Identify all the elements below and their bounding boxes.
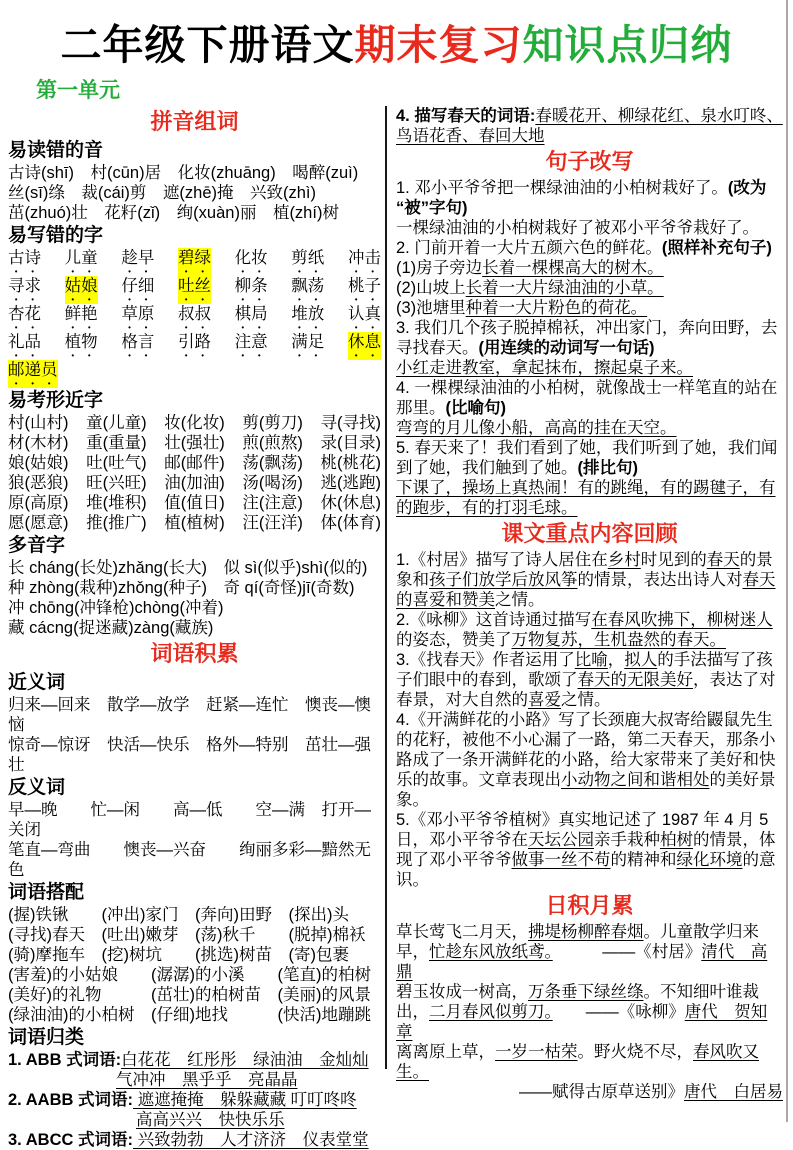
text-line <box>396 650 783 710</box>
text-segment: 万条垂下绿丝绦 <box>528 983 644 1001</box>
text-line <box>8 558 381 578</box>
subheading: 易写错的字 <box>8 225 104 246</box>
text-line <box>396 218 783 238</box>
text-line <box>8 1090 381 1110</box>
text-segment: 在春风吹拂下，柳树迷人 <box>591 611 773 629</box>
text-segment: 清代 高鼎 <box>396 943 768 981</box>
text-segment: 拂堤杨柳醉春烟 <box>528 923 644 941</box>
text-segment: 绿化环境 <box>676 851 743 869</box>
text-segment: 1.《村居》描写了诗人居住在 <box>396 551 608 569</box>
text-line <box>8 965 381 985</box>
text-segment: 一棵绿油油的小柏树栽好了被邓小平爷爷栽好了。 <box>396 219 759 237</box>
column-divider <box>385 106 387 1069</box>
text-line <box>8 183 381 203</box>
text-segment: 2.《咏柳》这首诗通过描写 <box>396 611 592 629</box>
text-line <box>8 925 381 945</box>
right-column <box>390 106 793 1102</box>
word-cell: 邮递员 <box>8 360 58 388</box>
text-segment: 1. ABB 式词语: <box>8 1051 122 1069</box>
word-cell: 植(植树) <box>164 514 225 532</box>
text-segment: 离离原上草， <box>396 1043 495 1061</box>
text-segment: (害羞)的小姑娘 (潺潺)的小溪 (笔直)的柏树 <box>8 966 371 984</box>
text-segment: 。野火烧不尽， <box>577 1043 693 1061</box>
text-segment: 的景象和 <box>396 551 773 589</box>
text-segment: 春天的无限美好 <box>577 671 693 689</box>
text-segment: ， <box>607 651 625 669</box>
text-segment: 唐代 白居易 <box>684 1083 783 1101</box>
text-segment: 3. ABCC 式词语: <box>8 1131 133 1149</box>
text-line <box>396 550 783 610</box>
word-cell: 原(高原) <box>8 494 69 512</box>
word-cell: 吐丝 <box>178 276 211 304</box>
word-cell: 体(体育) <box>320 514 381 532</box>
text-segment: 高高兴兴 快快乐乐 <box>136 1111 285 1129</box>
text-segment: 古诗(shī) 村(cūn)居 化妆(zhuāng) 喝醉(zuì) <box>8 164 359 182</box>
page-title <box>0 22 793 68</box>
word-cell: 碧绿 <box>178 248 211 276</box>
text-segment: 亲手栽种 <box>594 831 660 849</box>
text-segment: 长着一棵棵高大的树木。 <box>482 259 664 277</box>
word-cell: 仔细 <box>121 277 155 295</box>
text-segment: 万物复苏，生机盎然的春天。 <box>511 631 726 649</box>
word-cell: 桃子 <box>347 277 381 295</box>
word-cell: 村(山村) <box>8 414 69 432</box>
text-line <box>396 810 783 890</box>
text-segment: 3.《找春天》作者运用了 <box>396 651 575 669</box>
text-segment: ——《咏柳》 <box>552 1003 685 1021</box>
text-segment: 2. AABB 式词语: <box>8 1091 133 1109</box>
word-cell: 礼品 <box>8 333 41 351</box>
text-line <box>396 238 783 258</box>
text-line <box>8 695 381 735</box>
text-segment: 二月春风似剪刀。 <box>429 1003 553 1021</box>
subheading: 词语归类 <box>8 1027 85 1048</box>
word-row <box>8 332 381 360</box>
word-cell: 汪(汪洋) <box>242 514 303 532</box>
word-cell: 古诗 <box>8 249 41 267</box>
text-line <box>396 982 783 1042</box>
word-cell: 叔叔 <box>177 305 211 323</box>
text-segment: 小红走进教室，拿起抹布，擦起桌子来。 <box>396 359 693 377</box>
text-segment: (寻找)春天 (吐出)嫩芽 (荡)秋千 (脱掉)棉袄 <box>8 926 366 944</box>
word-cell: 狼(恶狼) <box>8 474 69 492</box>
text-segment: (3)池塘里 <box>396 299 466 317</box>
text-segment: (2)山坡上 <box>396 279 466 297</box>
word-cell: 剪(剪刀) <box>242 414 303 432</box>
text-segment: 小动物之间和谐相处 <box>561 771 710 789</box>
word-cell: 录(目录) <box>320 434 381 452</box>
text-line <box>396 318 783 358</box>
text-segment: (比喻句) <box>445 399 506 417</box>
text-line <box>8 203 381 223</box>
text-segment: 天坛公园 <box>528 831 594 849</box>
title-part-black: 二年级下册语文 <box>60 22 355 68</box>
text-segment: 的情景，体现了邓小平爷爷 <box>396 831 776 869</box>
text-segment: 时见到的 <box>640 551 707 569</box>
text-segment: 种 zhòng(栽种)zhǒng(种子) 奇 qí(奇怪)jī(奇数) <box>8 579 355 597</box>
text-line <box>396 258 783 278</box>
text-line <box>396 1042 783 1082</box>
word-cell: 姑娘 <box>65 276 98 304</box>
text-segment: ——《村居》 <box>552 943 702 961</box>
text-segment: 春风吹又生。 <box>396 1043 759 1081</box>
word-row <box>8 248 381 276</box>
two-column-layout <box>0 106 793 1150</box>
text-line <box>8 578 381 598</box>
word-cell: 儿童 <box>64 249 98 267</box>
text-line <box>396 710 783 810</box>
text-segment: 一岁一枯荣 <box>495 1043 578 1061</box>
word-cell: 寻求 <box>8 277 41 295</box>
word-cell: 格言 <box>121 333 155 351</box>
text-line <box>396 1082 783 1102</box>
text-line <box>396 178 783 218</box>
word-cell: 逃(逃跑) <box>320 474 381 492</box>
unit-label: 第一单元 <box>36 79 120 102</box>
page-edge-line <box>786 0 788 1122</box>
text-line <box>8 618 381 638</box>
word-cell: 注意 <box>234 333 268 351</box>
text-segment: 4. 一棵棵绿油油的小柏树，就像战士一样笔直的站在那里。 <box>396 379 778 417</box>
subheading: 反义词 <box>8 777 66 798</box>
text-segment: 乡村 <box>607 551 641 569</box>
word-row <box>8 433 381 453</box>
text-segment: (排比句) <box>577 459 638 477</box>
text-line <box>396 106 783 146</box>
text-segment: 之情。 <box>495 591 545 609</box>
word-row <box>8 453 381 473</box>
word-cell: 冲击 <box>347 249 381 267</box>
text-segment: (绿油油)的小柏树 (仔细)地找 (快活)地蹦跳 <box>8 1006 371 1024</box>
text-segment: 的美好景象。 <box>396 771 776 809</box>
text-segment: 4.《开满鲜花的小路》写了长颈鹿大叔寄给鼹鼠先生的花籽，被他不小心漏了一路，第二天春天，那条小路成了一条开满鲜花的小路，给大家带来了美好和快乐的故事。文章表现出 <box>396 711 776 789</box>
word-cell: 趁早 <box>121 249 155 267</box>
word-cell: 娘(姑娘) <box>8 454 69 472</box>
text-segment: 丝(sī)绦 裁(cái)剪 遮(zhē)掩 兴致(zhì) <box>8 184 316 202</box>
text-segment: 忙趁东风放纸鸢。 <box>429 943 553 961</box>
text-line <box>8 163 381 183</box>
text-segment: 春天 <box>706 551 740 569</box>
word-cell: 桃(桃花) <box>320 454 381 472</box>
word-cell: 杏花 <box>8 305 41 323</box>
word-cell: 煎(煎熬) <box>242 434 303 452</box>
word-row <box>8 304 381 332</box>
title-part-green: 知识点归纳 <box>522 22 733 68</box>
word-cell: 休(休息) <box>320 494 381 512</box>
subheading: 易考形近字 <box>8 390 104 411</box>
word-cell: 吐(吐气) <box>86 454 147 472</box>
subheading: 近义词 <box>8 672 66 693</box>
word-cell: 堆放 <box>291 305 325 323</box>
text-segment: 孩子们放学后放风筝 <box>429 571 578 589</box>
word-row <box>8 473 381 493</box>
text-segment: 茁(zhuó)壮 花籽(zǐ) 绚(xuàn)丽 植(zhí)树 <box>8 204 339 222</box>
text-segment: ——赋得古原草送别》 <box>519 1083 684 1101</box>
text-segment: 归来—回来 散学—放学 赶紧—连忙 懊丧—懊恼 <box>8 696 371 734</box>
word-cell: 柳条 <box>234 277 268 295</box>
word-cell: 飘荡 <box>291 277 325 295</box>
text-segment: (改为“被”字句) <box>396 179 767 217</box>
text-segment: 。不知细叶谁裁出， <box>396 983 759 1021</box>
text-segment: 下课了，操场上真热闹！有的跳绳，有的踢毽子，有的跑步，有的打羽毛球。 <box>396 479 776 517</box>
title-part-red: 期末复习 <box>354 22 523 68</box>
word-cell: 草原 <box>121 305 155 323</box>
section-heading: 课文重点内容回顾 <box>501 521 678 546</box>
text-segment: 春天的喜爱和赞美 <box>396 571 776 609</box>
text-segment: (用连续的动词写一句话) <box>478 339 655 357</box>
word-cell: 童(儿童) <box>86 414 147 432</box>
word-row <box>8 360 381 388</box>
text-line <box>8 598 381 618</box>
word-cell: 汤(喝汤) <box>242 474 303 492</box>
text-segment: 的意识。 <box>396 851 776 889</box>
text-line <box>8 800 381 840</box>
text-line <box>8 840 381 880</box>
text-segment: 笔直—弯曲 懊丧—兴奋 绚丽多彩—黯然无色 <box>8 841 371 879</box>
word-cell: 植物 <box>64 333 98 351</box>
word-row <box>8 493 381 513</box>
text-line <box>8 985 381 1005</box>
text-segment: 早—晚 忙—闲 高—低 空—满 打开—关闭 <box>8 801 371 839</box>
text-line <box>396 278 783 298</box>
text-segment: 草长莺飞二月天， <box>396 923 528 941</box>
word-cell: 油(加油) <box>164 474 225 492</box>
text-segment: 4. 描写春天的词语: <box>396 107 536 125</box>
text-segment: 3. 我们几个孩子脱掉棉袄，冲出家门，奔向田野，去寻找春天。 <box>396 319 778 357</box>
text-segment: (美好)的礼物 (茁壮)的柏树苗 (美丽)的风景 <box>8 986 371 1004</box>
text-segment: 唐代 贺知章 <box>396 1003 768 1041</box>
text-line <box>396 478 783 518</box>
text-line <box>8 1050 381 1070</box>
section-heading: 句子改写 <box>545 149 634 174</box>
word-cell: 满足 <box>291 333 325 351</box>
text-line <box>8 905 381 925</box>
text-segment: 白花花 红彤彤 绿油油 金灿灿 <box>121 1051 369 1069</box>
text-segment: 惊奇—惊讶 快活—快乐 格外—特别 茁壮—强壮 <box>8 736 371 774</box>
text-segment: 之情。 <box>561 691 611 709</box>
text-segment: 5.《邓小平爷爷植树》真实地记述了 1987 年 4 月 5 日，邓小平爷爷在 <box>396 811 773 849</box>
word-cell: 休息 <box>348 332 381 360</box>
text-segment: (1)房子旁边 <box>396 259 483 277</box>
word-cell: 旺(兴旺) <box>86 474 147 492</box>
text-segment: 做事一丝不苟 <box>511 851 611 869</box>
text-line <box>396 378 783 418</box>
word-row <box>8 276 381 304</box>
subheading: 多音字 <box>8 535 66 556</box>
text-segment: 碧玉妆成一树高， <box>396 983 528 1001</box>
text-line <box>396 418 783 438</box>
section-heading: 拼音组词 <box>150 109 239 134</box>
word-cell: 剪纸 <box>291 249 325 267</box>
text-segment: 的情景，表达出诗人对 <box>577 571 743 589</box>
text-segment: 的精神和 <box>610 851 677 869</box>
text-segment: (握)铁锹 (冲出)家门 (奔向)田野 (探出)头 <box>8 906 349 924</box>
word-cell: 愿(愿意) <box>8 514 69 532</box>
word-cell: 鲜艳 <box>64 305 98 323</box>
text-line <box>396 358 783 378</box>
word-cell: 引路 <box>177 333 211 351</box>
text-line <box>8 945 381 965</box>
text-segment: 长 cháng(长处)zhǎng(长大) 似 sì(似乎)shì(似的) <box>8 559 368 577</box>
word-cell: 堆(堆积) <box>86 494 147 512</box>
word-row <box>8 513 381 533</box>
section-heading: 词语积累 <box>150 641 239 666</box>
text-segment: (照样补充句子) <box>661 239 772 257</box>
text-segment: 的手法描写了孩子们眼中的春到，歌颂了 <box>396 651 773 689</box>
text-line <box>8 735 381 775</box>
text-segment: 长着一大片绿油油的小草。 <box>465 279 664 297</box>
text-segment: 春暖花开、柳绿花红、泉水叮咚、鸟语花香、春回大地 <box>396 107 783 145</box>
text-segment: 2. 门前开着一大片五颜六色的鲜花。 <box>396 239 662 257</box>
text-segment: ，表达了对春景，对大自然的 <box>396 671 776 709</box>
text-line <box>396 298 783 318</box>
word-cell: 寻(寻找) <box>320 414 381 432</box>
word-cell: 重(重量) <box>86 434 147 452</box>
text-line <box>8 1110 381 1130</box>
word-row <box>8 413 381 433</box>
text-line <box>396 922 783 982</box>
text-segment: 的姿态，赞美了 <box>396 631 512 649</box>
text-segment: 冲 chōng(冲锋枪)chòng(冲着) <box>8 599 224 617</box>
text-line <box>396 438 783 478</box>
section-heading: 日积月累 <box>545 893 634 918</box>
word-cell: 值(值日) <box>164 494 225 512</box>
word-cell: 邮(邮件) <box>164 454 225 472</box>
text-segment: 遮遮掩掩 躲躲藏藏 叮叮咚咚 <box>132 1091 357 1109</box>
text-segment: (骑)摩拖车 (挖)树坑 (挑选)树苗 (寄)包裹 <box>8 946 349 964</box>
word-cell: 认真 <box>347 305 381 323</box>
text-line <box>8 1005 381 1025</box>
text-segment: 喜爱 <box>528 691 561 709</box>
text-line <box>8 1070 381 1090</box>
word-cell: 壮(强壮) <box>164 434 225 452</box>
text-segment: 。儿童散学归来早， <box>396 923 759 961</box>
text-line <box>396 610 783 650</box>
text-segment: 兴致勃勃 人才济济 仪表堂堂 <box>132 1131 369 1149</box>
word-cell: 材(木材) <box>8 434 69 452</box>
text-line <box>8 1130 381 1150</box>
word-cell: 妆(化妆) <box>164 414 225 432</box>
text-segment: 5. 春天来了！我们看到了她，我们听到了她，我们闻到了她，我们触到了她。 <box>396 439 778 477</box>
subheading: 易读错的音 <box>8 140 104 161</box>
text-segment: 气冲冲 黑乎乎 亮晶晶 <box>116 1071 298 1089</box>
text-segment: 弯弯的月儿像小船，高高的挂在天空。 <box>396 419 677 437</box>
text-segment: 比喻 <box>574 651 608 669</box>
text-segment: 1. 邓小平爷爷把一棵绿油油的小柏树栽好了。 <box>396 179 728 197</box>
text-segment: 藏 cácng(捉迷藏)zàng(藏族) <box>8 619 214 637</box>
word-cell: 推(推广) <box>86 514 147 532</box>
text-segment: 拟人 <box>624 651 658 669</box>
left-column <box>0 106 383 1150</box>
word-cell: 化妆 <box>234 249 268 267</box>
word-cell: 荡(飘荡) <box>242 454 303 472</box>
subheading: 词语搭配 <box>8 882 85 903</box>
text-segment: 种着一大片粉色的荷花。 <box>465 299 648 317</box>
text-segment: 柏树 <box>660 831 693 849</box>
word-cell: 棋局 <box>234 305 268 323</box>
word-cell: 注(注意) <box>242 494 303 512</box>
